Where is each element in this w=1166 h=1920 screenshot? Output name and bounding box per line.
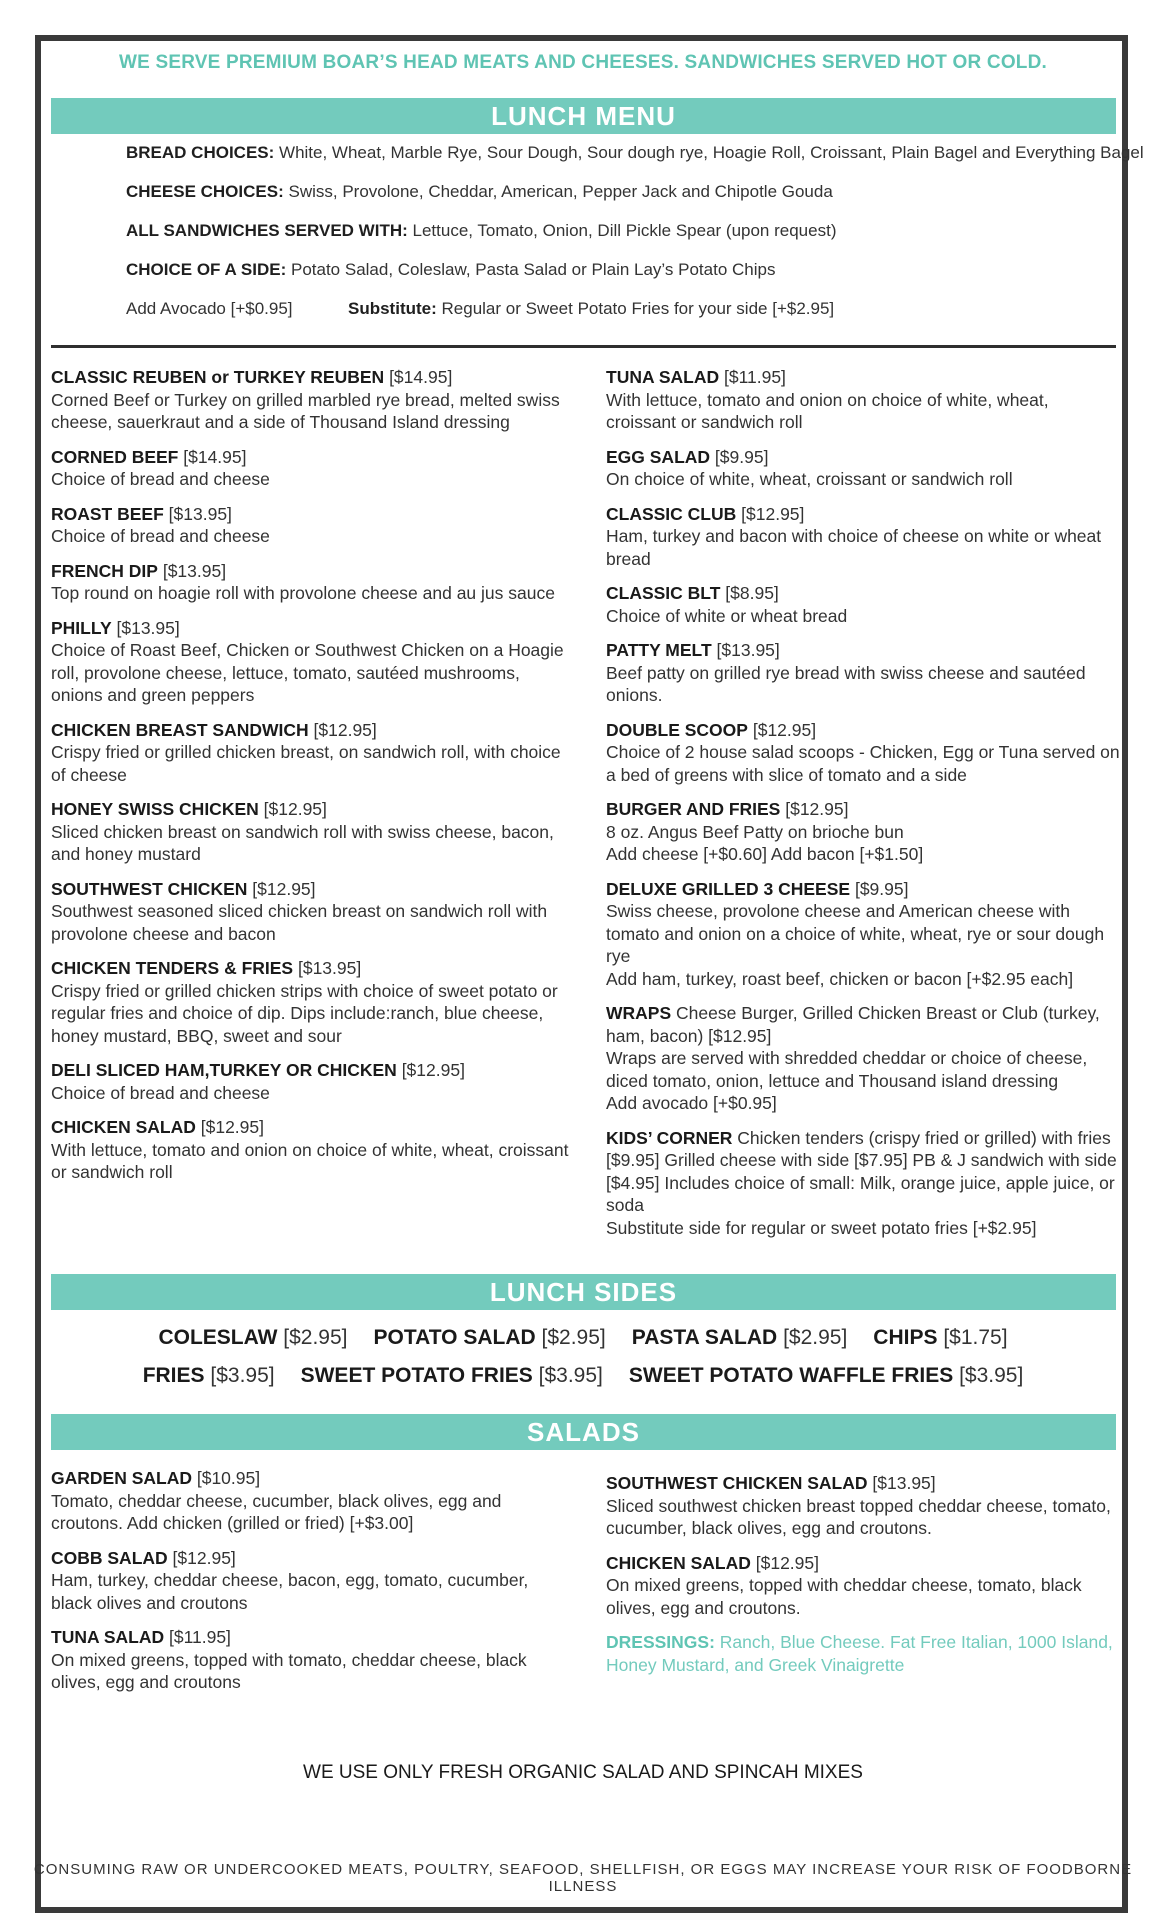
item-price: [$12.95] xyxy=(200,1117,264,1137)
side-item xyxy=(301,1364,603,1388)
item-description: Sliced chicken breast on sandwich roll with swiss cheese, bacon, and honey mustard xyxy=(51,821,554,864)
item-description: With lettuce, tomato and onion on choice of white, wheat, croissant or sandwich roll xyxy=(51,1139,569,1182)
item-description: On choice of white, wheat, croissant or sandwich roll xyxy=(606,469,1013,489)
lunch-sides-row-2 xyxy=(0,1364,1166,1388)
item-name: ROAST BEEF xyxy=(51,503,164,524)
bread-text: White, Wheat, Marble Rye, Sour Dough, Sour dough rye, Hoagie Roll, Croissant, Plain Bagel and Everything Bagel xyxy=(279,143,1144,162)
item-addon: Add ham, turkey, roast beef, chicken or bacon [+$2.95 each] xyxy=(606,968,1074,989)
side-price: [$2.95] xyxy=(783,1326,848,1349)
item-description: Beef patty on grilled rye bread with swiss cheese and sautéed onions. xyxy=(606,662,1086,705)
sandwich-item xyxy=(51,1059,571,1104)
item-description: Corned Beef or Turkey on grilled marbled rye bread, melted swiss cheese, sauerkraut and a side of Thousand Island dressing xyxy=(51,389,560,432)
item-name: FRENCH DIP xyxy=(51,560,158,581)
item-title-line xyxy=(51,798,571,821)
side-price: [$1.75] xyxy=(943,1326,1008,1349)
tagline: WE SERVE PREMIUM BOAR’S HEAD MEATS AND CHEESES. SANDWICHES SERVED HOT OR COLD. xyxy=(118,52,1048,73)
item-price: [$12.95] xyxy=(172,1547,236,1568)
item-name: TUNA SALAD xyxy=(606,367,720,387)
fresh-mixes-note: WE USE ONLY FRESH ORGANIC SALAD AND SPINCAH MIXES xyxy=(303,1762,863,1783)
item-name: SOUTHWEST CHICKEN xyxy=(51,878,248,899)
item-name: DELUXE GRILLED 3 CHEESE xyxy=(606,878,851,899)
sandwich-item xyxy=(606,582,1121,627)
bread-label: BREAD CHOICES: xyxy=(126,143,275,162)
item-inline-desc: Cheese Burger, Grilled Chicken Breast or Club (turkey, ham, bacon) [$12.95] xyxy=(606,1003,1100,1046)
item-name: TUNA SALAD xyxy=(51,1627,165,1647)
item-description: Choice of 2 house salad scoops - Chicken, Egg or Tuna served on a bed of greens with slice of tomato and a side xyxy=(606,742,1120,785)
item-name: CLASSIC BLT xyxy=(606,583,721,603)
item-title-line xyxy=(51,560,571,583)
item-name: SOUTHWEST CHICKEN SALAD xyxy=(606,1473,868,1493)
item-description: With lettuce, tomato and onion on choice of white, wheat, croissant or sandwich roll xyxy=(606,389,1049,432)
item-price: [$13.95] xyxy=(297,958,362,978)
item-name: CLASSIC CLUB xyxy=(606,503,737,524)
item-title-line xyxy=(606,1552,1121,1575)
item-name: CLASSIC REUBEN or TURKEY REUBEN xyxy=(51,367,385,387)
side-name: SWEET POTATO FRIES xyxy=(300,1364,533,1387)
salads-right-column xyxy=(606,1472,1121,1676)
item-title-line xyxy=(51,878,571,901)
avocado-text: Add Avocado [+$0.95] xyxy=(126,299,293,318)
served-text: Lettuce, Tomato, Onion, Dill Pickle Spear (upon request) xyxy=(412,221,837,240)
item-description: Wraps are served with shredded cheddar or choice of cheese, diced tomato, onion, lettuce and Thousand island dressing xyxy=(606,1048,1088,1091)
item-title-line xyxy=(51,1467,571,1490)
side-item xyxy=(374,1326,606,1350)
sandwich-item xyxy=(51,719,571,787)
side-label: CHOICE OF A SIDE: xyxy=(126,260,287,279)
sandwich-item xyxy=(606,1002,1121,1115)
item-price: [$12.95] xyxy=(252,878,316,899)
sandwich-item xyxy=(606,366,1121,434)
item-price: [$10.95] xyxy=(196,1468,261,1488)
side-text: Potato Salad, Coleslaw, Pasta Salad or Plain Lay’s Potato Chips xyxy=(290,260,776,279)
item-price: [$14.95] xyxy=(389,367,453,387)
lunch-menu-header: LUNCH MENU xyxy=(51,98,1116,134)
dressings-label: DRESSINGS: xyxy=(606,1632,715,1652)
item-price: [$11.95] xyxy=(723,367,786,387)
item-name: WRAPS xyxy=(606,1003,672,1023)
item-title-line xyxy=(606,582,1121,605)
section-divider xyxy=(51,345,1116,348)
item-description: 8 oz. Angus Beef Patty on brioche bun xyxy=(606,821,904,842)
item-price: [$12.95] xyxy=(752,719,817,740)
item-description: Crispy fried or grilled chicken strips with choice of sweet potato or regular fries and choice of dip. Dips include:ranch, blue cheese, honey mustard, BBQ, sweet and sour xyxy=(51,980,558,1046)
side-name: COLESLAW xyxy=(158,1326,278,1349)
item-name: PATTY MELT xyxy=(606,640,712,660)
item-title-line xyxy=(51,617,571,640)
sandwich-item xyxy=(606,639,1121,707)
side-item xyxy=(873,1326,1007,1350)
item-price: [$8.95] xyxy=(725,583,779,603)
item-name: COBB SALAD xyxy=(51,1547,168,1568)
dressings xyxy=(606,1631,1121,1676)
item-description: Top round on hoagie roll with provolone cheese and au jus sauce xyxy=(51,583,555,603)
sandwich-item xyxy=(51,446,571,491)
item-price: [$13.95] xyxy=(116,617,180,638)
item-title-line xyxy=(606,446,1121,469)
salad-item xyxy=(51,1626,571,1694)
item-description: Choice of Roast Beef, Chicken or Southwest Chicken on a Hoagie roll, provolone cheese, lettuce, tomato, sautéed mushrooms, onions and green peppers xyxy=(51,640,564,705)
sandwich-item xyxy=(606,878,1121,991)
item-price: [$11.95] xyxy=(168,1627,231,1647)
side-item xyxy=(158,1326,347,1350)
item-name: CORNED BEEF xyxy=(51,446,179,467)
item-description: Choice of bread and cheese xyxy=(51,1082,270,1103)
sandwich-item xyxy=(606,1127,1121,1240)
item-description: Crispy fried or grilled chicken breast, on sandwich roll, with choice of cheese xyxy=(51,742,561,785)
salad-item xyxy=(51,1547,571,1615)
substitute-label: Substitute: xyxy=(348,299,437,318)
item-inline-desc: Chicken tenders (crispy fried or grilled) with fries [$9.95] Grilled cheese with side [$7.95] PB & J sandwich with side [$4.95] Includes choice of small: Milk, orange juice, apple juice, or soda xyxy=(606,1127,1117,1215)
item-title-line xyxy=(606,639,1121,662)
side-item xyxy=(629,1364,1023,1388)
item-addon: Add cheese [+$0.60] Add bacon [+$1.50] xyxy=(606,844,924,864)
item-description: Tomato, cheddar cheese, cucumber, black olives, egg and croutons. Add chicken (grilled or fried) [+$3.00] xyxy=(51,1490,502,1533)
item-title-line xyxy=(51,1547,571,1570)
side-choice xyxy=(126,260,775,280)
item-price: [$12.95] xyxy=(263,799,327,819)
item-description: Southwest seasoned sliced chicken breast on sandwich roll with provolone cheese and bacon xyxy=(51,901,548,944)
item-name: HONEY SWISS CHICKEN xyxy=(51,799,259,819)
item-description: Substitute side for regular or sweet potato fries [+$2.95] xyxy=(606,1217,1037,1238)
item-title-line xyxy=(51,1116,571,1139)
item-name: PHILLY xyxy=(51,617,112,638)
item-description: Ham, turkey and bacon with choice of cheese on white or wheat bread xyxy=(606,526,1102,569)
item-name: DOUBLE SCOOP xyxy=(606,719,748,740)
sandwiches-left-column xyxy=(51,366,571,1196)
item-price: [$12.95] xyxy=(755,1552,819,1573)
sandwich-item xyxy=(51,503,571,548)
sandwich-item xyxy=(606,719,1121,787)
side-price: [$2.95] xyxy=(283,1326,348,1349)
item-name: DELI SLICED HAM,TURKEY OR CHICKEN xyxy=(51,1060,397,1080)
side-name: FRIES xyxy=(142,1364,205,1387)
item-title-line xyxy=(51,1059,571,1082)
sandwich-item xyxy=(606,446,1121,491)
item-description: Sliced southwest chicken breast topped cheddar cheese, tomato, cucumber, black olives, egg and croutons. xyxy=(606,1495,1111,1538)
salad-item xyxy=(606,1472,1121,1540)
item-title-line xyxy=(606,878,1121,901)
side-name: SWEET POTATO WAFFLE FRIES xyxy=(628,1364,954,1387)
item-title-line xyxy=(606,1127,1121,1217)
item-description: Choice of bread and cheese xyxy=(51,526,270,546)
item-title-line xyxy=(51,957,571,980)
item-description: Choice of bread and cheese xyxy=(51,469,270,489)
bread-choices xyxy=(126,143,1144,163)
item-name: CHICKEN BREAST SANDWICH xyxy=(51,719,309,740)
side-price: [$3.95] xyxy=(538,1364,603,1387)
item-title-line xyxy=(51,719,571,742)
item-title-line xyxy=(606,503,1121,526)
item-title-line xyxy=(606,366,1121,389)
side-name: POTATO SALAD xyxy=(373,1326,536,1349)
lunch-sides-row-1 xyxy=(0,1326,1166,1350)
side-name: CHIPS xyxy=(873,1326,938,1349)
item-title-line xyxy=(51,446,571,469)
dressings-text: Ranch, Blue Cheese. Fat Free Italian, 1000 Island, Honey Mustard, and Greek Vinaigrette xyxy=(606,1632,1113,1675)
item-name: CHICKEN TENDERS & FRIES xyxy=(51,958,294,978)
lunch-sides-header: LUNCH SIDES xyxy=(51,1274,1116,1310)
item-addon: Add avocado [+$0.95] xyxy=(606,1093,777,1113)
item-name: BURGER AND FRIES xyxy=(606,799,781,819)
side-item xyxy=(632,1326,848,1350)
item-description: On mixed greens, topped with cheddar cheese, tomato, black olives, egg and croutons. xyxy=(606,1575,1082,1618)
salad-item xyxy=(606,1552,1121,1620)
sandwich-item xyxy=(51,957,571,1047)
side-price: [$3.95] xyxy=(210,1364,275,1387)
item-price: [$12.95] xyxy=(313,719,377,740)
item-name: CHICKEN SALAD xyxy=(606,1552,751,1573)
item-price: [$12.95] xyxy=(741,503,805,524)
sandwich-item xyxy=(51,878,571,946)
sandwiches-right-column xyxy=(606,366,1121,1251)
item-price: [$13.95] xyxy=(872,1473,936,1493)
served-with xyxy=(126,221,836,241)
served-label: ALL SANDWICHES SERVED WITH: xyxy=(126,221,408,240)
item-price: [$13.95] xyxy=(162,560,227,581)
foodborne-warning: CONSUMING RAW OR UNDERCOOKED MEATS, POULTRY, SEAFOOD, SHELLFISH, OR EGGS MAY INCREASE YOUR RISK OF FOODBORNE ILLNESS xyxy=(33,1861,1133,1895)
item-title-line xyxy=(51,1626,571,1649)
side-name: PASTA SALAD xyxy=(631,1326,778,1349)
side-price: [$2.95] xyxy=(541,1326,606,1349)
sandwich-item xyxy=(606,798,1121,866)
sandwich-item xyxy=(51,617,571,707)
item-price: [$12.95] xyxy=(401,1060,465,1080)
item-price: [$14.95] xyxy=(183,446,247,467)
item-title-line xyxy=(51,503,571,526)
item-price: [$12.95] xyxy=(785,799,849,819)
item-price: [$13.95] xyxy=(168,503,232,524)
item-title-line xyxy=(51,366,571,389)
item-title-line xyxy=(606,1472,1121,1495)
cheese-label: CHEESE CHOICES: xyxy=(126,182,284,201)
item-title-line xyxy=(606,798,1121,821)
item-price: [$9.95] xyxy=(714,446,769,467)
cheese-choices xyxy=(126,182,833,202)
item-description: Swiss cheese, provolone cheese and American cheese with tomato and onion on a choice of white, wheat, rye or sour dough rye xyxy=(606,901,1105,966)
substitute-text: Regular or Sweet Potato Fries for your side [+$2.95] xyxy=(441,299,835,318)
item-name: KIDS’ CORNER xyxy=(606,1127,733,1148)
avocado-substitute xyxy=(126,299,834,319)
sandwich-item xyxy=(51,366,571,434)
cheese-text: Swiss, Provolone, Cheddar, American, Pepper Jack and Chipotle Gouda xyxy=(288,182,833,201)
sandwich-item xyxy=(51,798,571,866)
side-price: [$3.95] xyxy=(959,1364,1024,1387)
item-price: [$13.95] xyxy=(716,640,780,660)
item-description: Ham, turkey, cheddar cheese, bacon, egg, tomato, cucumber, black olives and croutons xyxy=(51,1570,529,1613)
sandwich-item xyxy=(51,1116,571,1184)
salads-header: SALADS xyxy=(51,1414,1116,1450)
item-name: CHICKEN SALAD xyxy=(51,1117,196,1137)
salad-item xyxy=(51,1467,571,1535)
item-price: [$9.95] xyxy=(854,878,909,899)
item-title-line xyxy=(606,719,1121,742)
item-name: GARDEN SALAD xyxy=(51,1468,192,1488)
item-description: Choice of white or wheat bread xyxy=(606,605,848,626)
sandwich-item xyxy=(51,560,571,605)
item-description: On mixed greens, topped with tomato, cheddar cheese, black olives, egg and croutons xyxy=(51,1649,527,1692)
sandwich-item xyxy=(606,503,1121,571)
side-item xyxy=(143,1364,275,1388)
item-name: EGG SALAD xyxy=(606,446,711,467)
item-title-line xyxy=(606,1002,1121,1047)
salads-left-column xyxy=(51,1467,571,1706)
